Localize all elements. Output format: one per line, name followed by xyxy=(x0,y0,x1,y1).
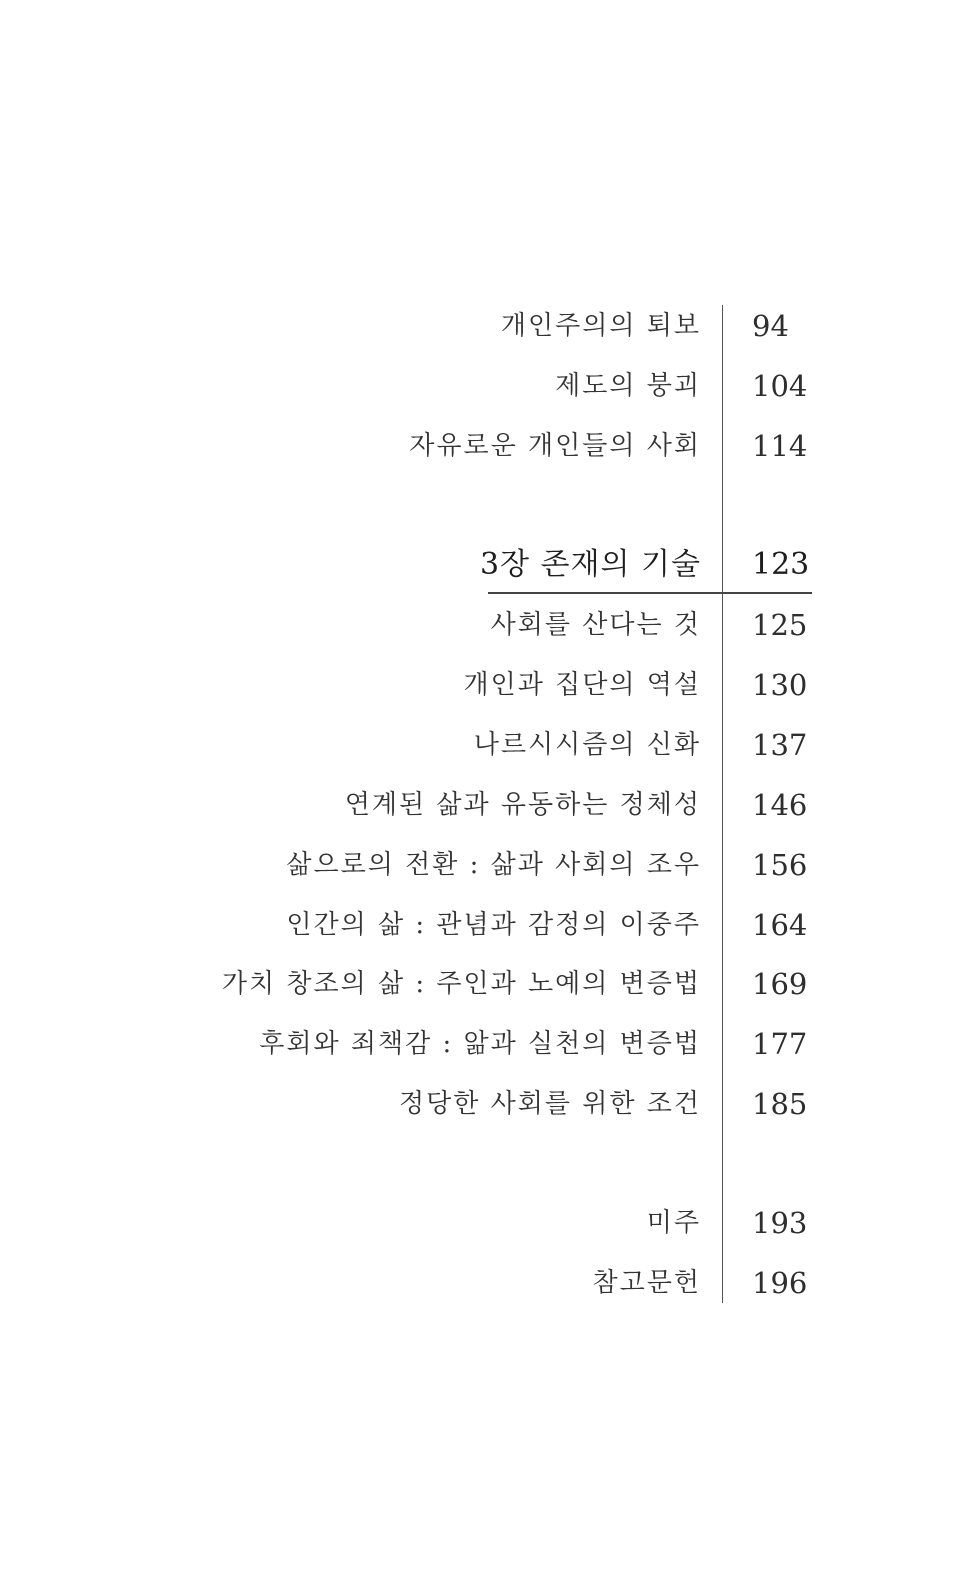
toc-entry-title: 개인주의의 퇴보 xyxy=(500,311,701,341)
toc-entry-title: 개인과 집단의 역설 xyxy=(463,670,701,700)
toc-entry xyxy=(0,905,961,945)
toc-entry xyxy=(0,665,961,705)
toc-entry-title: 가치 창조의 삶 : 주인과 노예의 변증법 xyxy=(221,969,701,999)
toc-entry xyxy=(0,1263,961,1303)
chapter-underline xyxy=(488,592,812,594)
toc-entry-page: 94 xyxy=(752,309,789,343)
toc-entry xyxy=(0,366,961,406)
toc-entry-page: 104 xyxy=(752,369,808,403)
toc-entry-page: 169 xyxy=(752,967,808,1001)
toc-entry-title: 정당한 사회를 위한 조건 xyxy=(399,1089,701,1119)
toc-entry xyxy=(0,1084,961,1124)
toc-entry-page: 137 xyxy=(752,728,808,762)
toc-entry xyxy=(0,1203,961,1243)
toc-entry xyxy=(0,426,961,466)
toc-entry xyxy=(0,605,961,645)
toc-entry-title: 삶으로의 전환 : 삶과 사회의 조우 xyxy=(286,850,701,880)
toc-entry-title: 사회를 산다는 것 xyxy=(490,610,701,640)
toc-entry xyxy=(0,845,961,885)
toc-entry-page: 196 xyxy=(752,1266,808,1300)
toc-entry xyxy=(0,785,961,825)
chapter-heading xyxy=(0,545,961,585)
toc-entry-page: 125 xyxy=(752,608,808,642)
toc-entry-title: 인간의 삶 : 관념과 감정의 이중주 xyxy=(286,910,701,940)
toc-entry-title: 미주 xyxy=(646,1208,701,1238)
toc-entry xyxy=(0,964,961,1004)
toc-entry-title: 나르시시즘의 신화 xyxy=(473,730,701,760)
chapter-title: 3장 존재의 기술 xyxy=(479,547,701,582)
toc-entry-title: 연계된 삶과 유동하는 정체성 xyxy=(344,790,701,820)
toc-entry-page: 164 xyxy=(752,908,808,942)
toc-entry xyxy=(0,725,961,765)
toc-entry-title: 제도의 붕괴 xyxy=(555,371,701,401)
toc-entry-page: 146 xyxy=(752,788,808,822)
toc-entry xyxy=(0,1024,961,1064)
toc-entry-page: 156 xyxy=(752,848,808,882)
chapter-page: 123 xyxy=(752,547,810,582)
toc-entry xyxy=(0,306,961,346)
toc-entry-title: 참고문헌 xyxy=(592,1268,701,1298)
toc-entry-title: 자유로운 개인들의 사회 xyxy=(409,431,701,461)
toc-entry-page: 130 xyxy=(752,668,808,702)
toc-entry-page: 114 xyxy=(752,429,808,463)
toc-entry-page: 177 xyxy=(752,1027,808,1061)
toc-entry-page: 193 xyxy=(752,1206,808,1240)
toc-entry-title: 후회와 죄책감 : 앎과 실천의 변증법 xyxy=(259,1029,701,1059)
toc-entry-page: 185 xyxy=(752,1087,808,1121)
